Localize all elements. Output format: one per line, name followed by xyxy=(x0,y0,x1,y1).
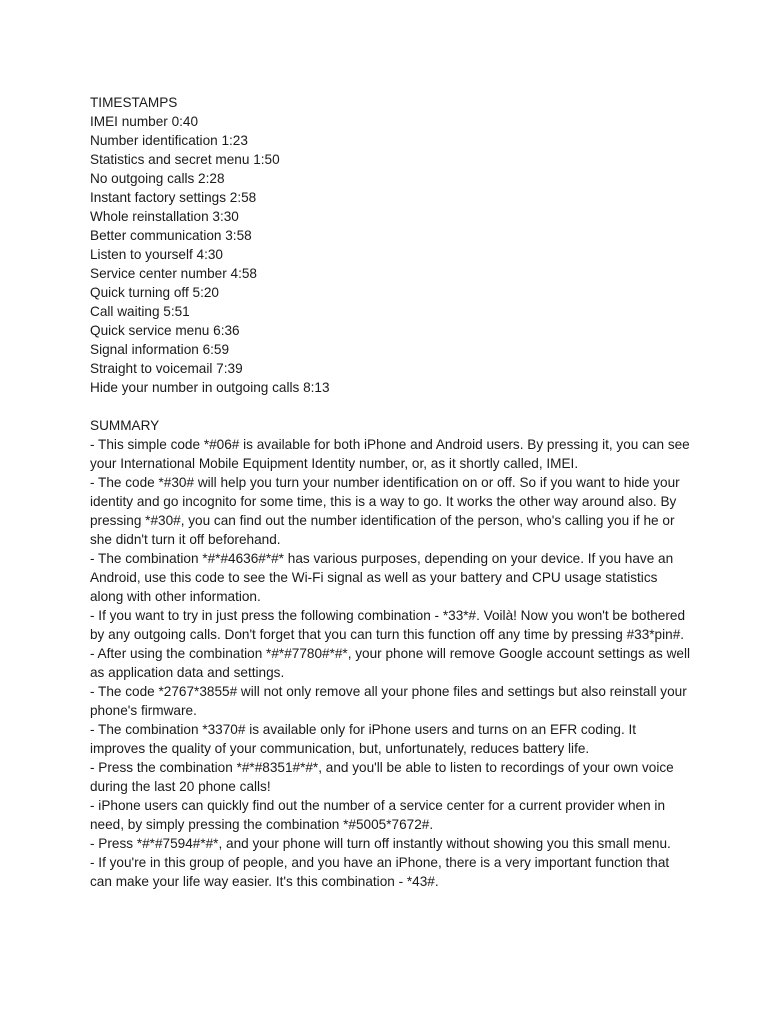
timestamp-item: Better communication 3:58 xyxy=(90,228,252,243)
summary-heading: SUMMARY xyxy=(90,418,160,433)
summary-item: - After using the combination *#*#7780#*#*, your phone will remove Google account settings as well as application data and settings. xyxy=(90,646,690,680)
summary-item: - Press the combination *#*#8351#*#*, and you'll be able to listen to recordings of your own voice during the last 20 phone calls! xyxy=(90,760,674,794)
timestamp-item: No outgoing calls 2:28 xyxy=(90,171,225,186)
summary-item: - If you want to try in just press the following combination - *33*#. Voilà! Now you won't be bothered by any outgoing calls. Don't forget that you can turn this function off any time by pressing #33*pin#. xyxy=(90,608,685,642)
summary-item: - The combination *#*#4636#*#* has various purposes, depending on your device. If you have an Android, use this code to see the Wi-Fi signal as well as your battery and CPU usage statistics along with other information. xyxy=(90,551,674,604)
summary-item: - The combination *3370# is available only for iPhone users and turns on an EFR coding. It improves the quality of your communication, but, unfortunately, reduces battery life. xyxy=(90,722,637,756)
summary-list xyxy=(90,435,690,891)
timestamp-item: Whole reinstallation 3:30 xyxy=(90,209,239,224)
timestamp-item: Service center number 4:58 xyxy=(90,266,257,281)
timestamp-item: Number identification 1:23 xyxy=(90,133,248,148)
timestamp-item: IMEI number 0:40 xyxy=(90,114,199,129)
section-spacer xyxy=(90,397,690,416)
summary-item: - Press *#*#7594#*#*, and your phone will turn off instantly without showing you this small menu. xyxy=(90,836,671,851)
document-body xyxy=(90,93,690,891)
timestamps-list xyxy=(90,112,690,397)
timestamp-item: Instant factory settings 2:58 xyxy=(90,190,257,205)
timestamp-item: Straight to voicemail 7:39 xyxy=(90,361,243,376)
summary-item: - The code *#30# will help you turn your number identification on or off. So if you want to hide your identity and go incognito for some time, this is a way to go. It works the other way around also. By pressing *#30#, you can find out the number identification of the person, who's calling you if he or she didn't turn it off beforehand. xyxy=(90,475,680,547)
timestamp-item: Listen to yourself 4:30 xyxy=(90,247,223,262)
timestamp-item: Call waiting 5:51 xyxy=(90,304,190,319)
summary-item: - The code *2767*3855# will not only remove all your phone files and settings but also reinstall your phone's firmware. xyxy=(90,684,687,718)
summary-item: - iPhone users can quickly find out the number of a service center for a current provider when in need, by simply pressing the combination *#5005*7672#. xyxy=(90,798,666,832)
timestamp-item: Quick service menu 6:36 xyxy=(90,323,240,338)
timestamp-item: Hide your number in outgoing calls 8:13 xyxy=(90,380,330,395)
timestamp-item: Statistics and secret menu 1:50 xyxy=(90,152,280,167)
timestamps-heading: TIMESTAMPS xyxy=(90,95,178,110)
timestamp-item: Signal information 6:59 xyxy=(90,342,230,357)
summary-item: - If you're in this group of people, and you have an iPhone, there is a very important function that can make your life way easier. It's this combination - *43#. xyxy=(90,855,670,889)
timestamp-item: Quick turning off 5:20 xyxy=(90,285,219,300)
summary-item: - This simple code *#06# is available for both iPhone and Android users. By pressing it, you can see your International Mobile Equipment Identity number, or, as it shortly called, IMEI. xyxy=(90,437,690,471)
